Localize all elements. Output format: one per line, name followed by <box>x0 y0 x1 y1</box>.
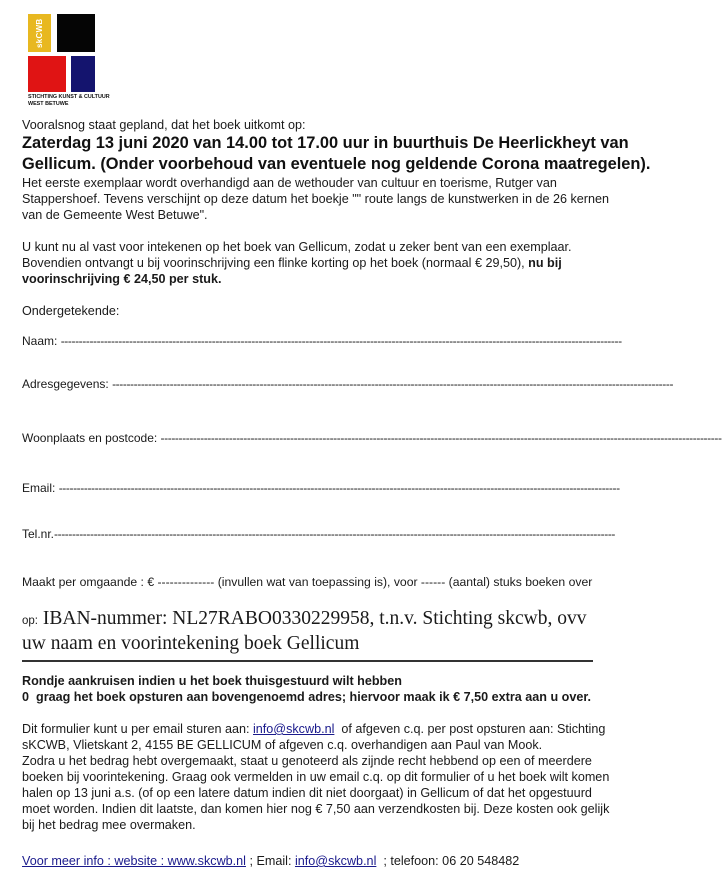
footer-email-link[interactable]: info@skcwb.nl <box>294 854 377 868</box>
name-label: Naam: <box>22 334 61 348</box>
para2-line1: U kunt nu al vast voor intekenen op het boek van Gellicum, zodat u zeker bent van een exemplaar. <box>22 240 572 254</box>
address-field[interactable] <box>22 377 674 391</box>
instructions-l1-post: of afgeven c.q. per post opsturen aan: Stichting <box>334 722 606 736</box>
iban-line1 <box>22 607 597 633</box>
shipping-option[interactable] <box>22 689 597 705</box>
instructions-line2: sKCWB, Vlietskant 2, 4155 BE GELLICUM of afgeven c.q. overhandigen aan Paul van Mook. <box>22 738 543 752</box>
intro-text: Vooralsnog staat gepland, dat het boek uitkomt op: <box>22 118 306 132</box>
para1-line2: Stappershoef. Tevens verschijnt op deze datum het boekje "" route langs de kunstwerken in de 26 kernen <box>22 192 609 206</box>
para2-line2 <box>22 255 597 271</box>
logo-caption-line2: WEST BETUWE <box>28 100 69 107</box>
logo-vertical-text: skCWB <box>35 18 44 48</box>
iban-text: IBAN-nummer: NL27RABO0330229958, t.n.v. Stichting skcwb, ovv <box>42 608 587 629</box>
headline-line2: Gellicum. (Onder voorbehoud van eventuele nog geldende Corona maatregelen). <box>22 155 651 173</box>
email-field[interactable] <box>22 481 620 495</box>
city-postcode-label: Woonplaats en postcode: <box>22 431 161 445</box>
email-link[interactable]: info@skcwb.nl <box>253 722 335 736</box>
instructions-line4: boeken bij voorintekening. Graag ook vermelden in uw email c.q. op dit formulier of u het boek wilt komen <box>22 770 610 784</box>
phone-field[interactable] <box>22 527 616 541</box>
city-postcode-field[interactable] <box>22 431 722 445</box>
instructions-line5: halen op 13 juni a.s. (of op een latere datum indien dit niet doorgaat) in Gellicum of dat het opgestuurd <box>22 786 592 800</box>
logo-navy-square <box>71 56 95 92</box>
footer <box>22 853 597 869</box>
email-label: Email: <box>22 481 59 495</box>
instructions-line6: moet worden. Indien dit laatste, dan komen hier nog € 7,50 aan verzendkosten bij. Deze kosten ook gelijk <box>22 802 610 816</box>
payment-op: op: <box>22 615 38 627</box>
logo-red-square <box>28 56 66 92</box>
para2-line2-bold: nu bij <box>528 256 562 270</box>
shipping-option-text: graag het boek opsturen aan bovengenoemd adres; hiervoor maak ik € 7,50 extra aan u over. <box>36 690 592 704</box>
phone-input-line[interactable]: ------------------------------------------------------------------------------------------------------------------------------------------------------------ <box>54 527 616 541</box>
payment-line: Maakt per omgaande : € -------------- (invullen wat van toepassing is), voor ------ (aantal) stuks boeken over <box>22 575 593 589</box>
footer-phone: ; telefoon: 06 20 548482 <box>376 854 520 868</box>
website-link[interactable]: Voor meer info : website : www.skcwb.nl <box>22 854 246 868</box>
name-input-line[interactable]: ------------------------------------------------------------------------------------------------------------------------------------------------------------ <box>60 334 622 348</box>
logo-black-square <box>57 14 95 52</box>
signee-label: Ondergetekende: <box>22 304 120 318</box>
shipping-checkbox-marker[interactable]: 0 <box>22 690 30 704</box>
iban-line2: uw naam en voorintekening boek Gellicum <box>22 633 360 654</box>
instructions-line1 <box>22 721 606 737</box>
instructions-line3: Zodra u het bedrag hebt overgemaakt, staat u genoteerd als zijnde recht hebbend op een of meerdere <box>22 754 592 768</box>
instructions-line7: bij het bedrag mee overmaken. <box>22 818 196 832</box>
logo <box>28 14 108 106</box>
address-label: Adresgegevens: <box>22 377 113 391</box>
address-input-line[interactable]: ------------------------------------------------------------------------------------------------------------------------------------------------------------ <box>112 377 674 391</box>
logo-caption-line1: STICHTING KUNST & CULTUUR <box>28 94 110 100</box>
para1-line1: Het eerste exemplaar wordt overhandigd aan de wethouder van cultuur en toerisme, Rutger van <box>22 176 557 190</box>
footer-sep1: ; Email: <box>245 854 295 868</box>
email-input-line[interactable]: ------------------------------------------------------------------------------------------------------------------------------------------------------------ <box>58 481 620 495</box>
para1-line3: van de Gemeente West Betuwe". <box>22 208 208 222</box>
logo-caption <box>28 94 118 107</box>
logo-yellow-square <box>28 14 51 52</box>
headline-line1: Zaterdag 13 juni 2020 van 14.00 tot 17.00 uur in buurthuis De Heerlickheyt van <box>22 134 629 152</box>
para2-line3-bold: voorinschrijving € 24,50 per stuk. <box>22 272 222 286</box>
para2-line2-normal: Bovendien ontvangt u bij voorinschrijving een flinke korting op het boek (normaal € 29,50), <box>22 256 529 270</box>
shipping-title: Rondje aankruisen indien u het boek thuisgestuurd wilt hebben <box>22 674 402 688</box>
name-field[interactable] <box>22 334 622 348</box>
city-postcode-input-line[interactable]: ------------------------------------------------------------------------------------------------------------------------------------------------------------ <box>160 431 722 445</box>
phone-label: Tel.nr. <box>22 527 55 541</box>
instructions-l1-pre: Dit formulier kunt u per email sturen aan: <box>22 722 253 736</box>
divider <box>22 660 593 662</box>
